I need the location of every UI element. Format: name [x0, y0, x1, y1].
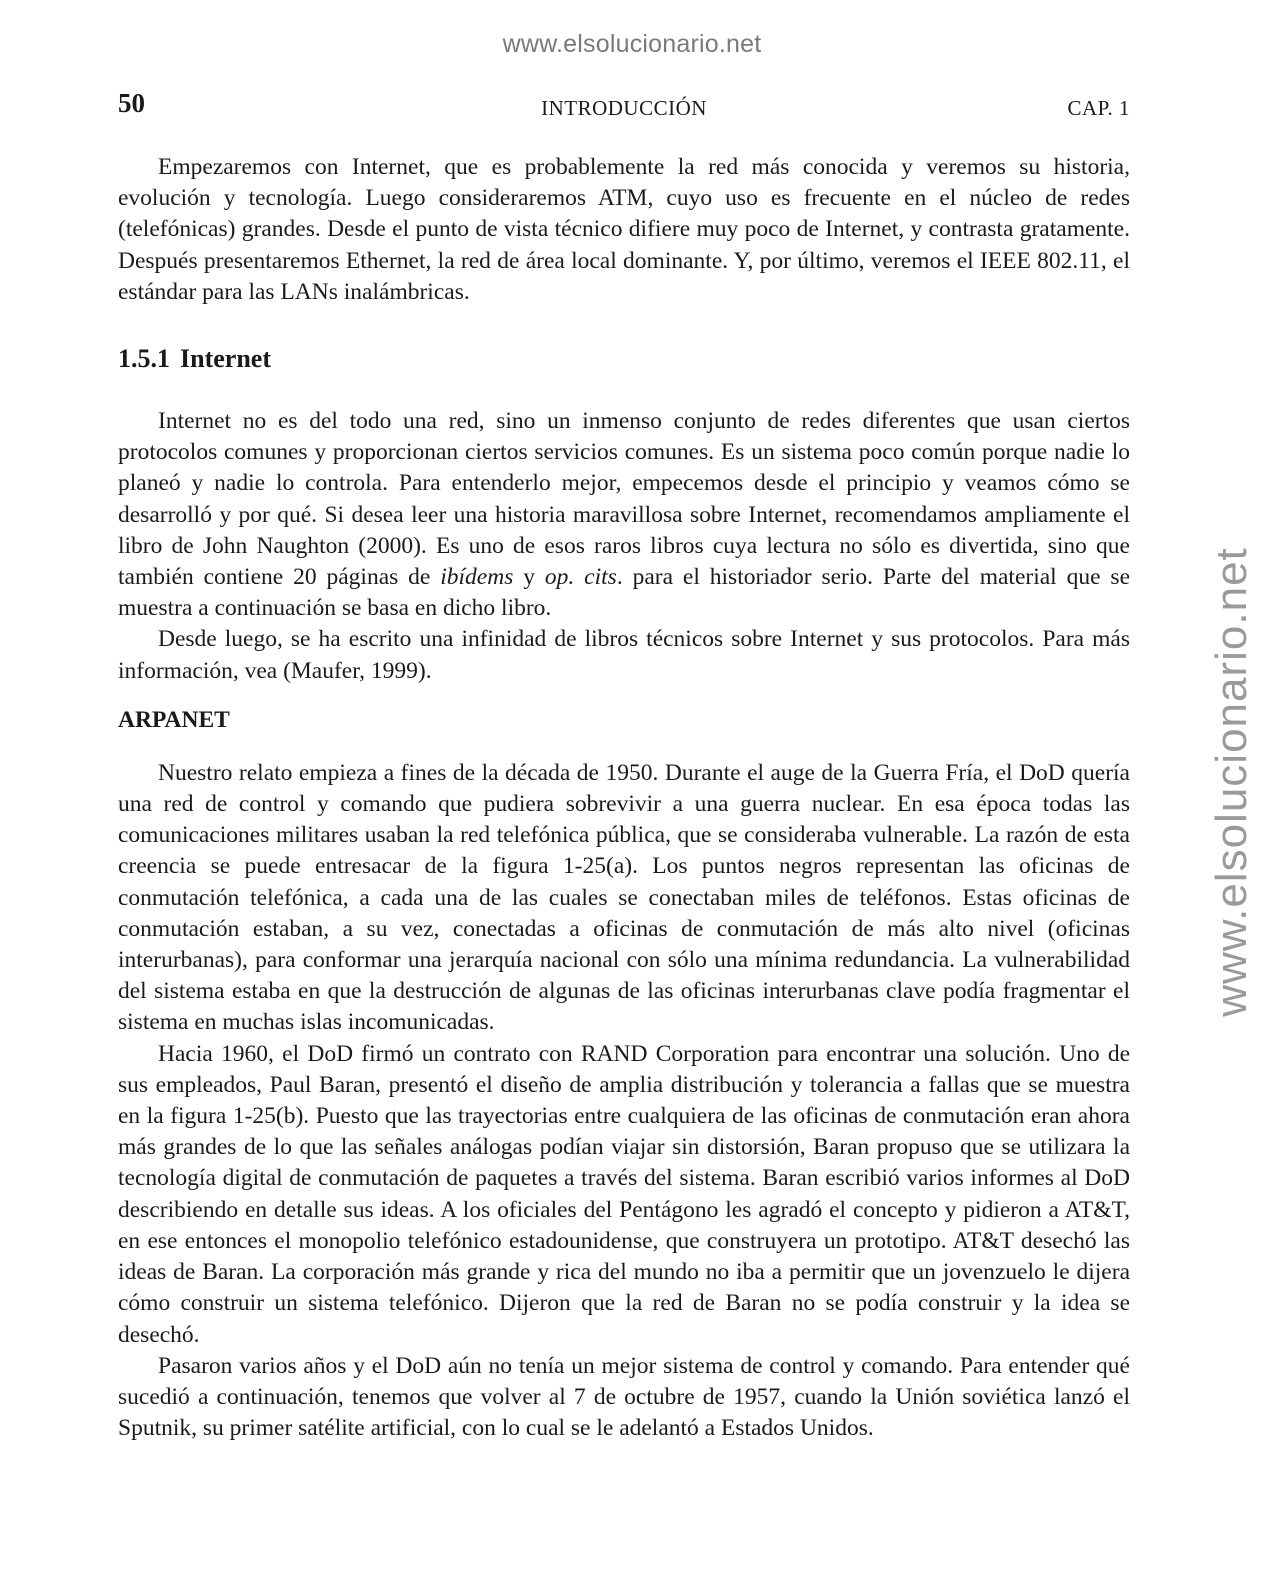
section-title: Internet [180, 344, 271, 374]
internet-p1-text-b: y [513, 564, 545, 591]
section-heading [118, 344, 1130, 374]
section-number: 1.5.1 [118, 344, 170, 374]
internet-p1-italic-opcits: op. cits [544, 564, 617, 591]
internet-paragraph-2: Desde luego, se ha escrito una infinidad de libros técnicos sobre Internet y sus protocolos. Para más información, vea (Maufer, 1999). [118, 626, 1130, 684]
subsection-heading: ARPANET [118, 706, 230, 733]
watermark-top: www.elsolucionario.net [502, 30, 762, 58]
intro-paragraph: Empezaremos con Internet, que es probablemente la red más conocida y veremos su historia, evolución y tecnología. Luego consideraremos ATM, cuyo uso es frecuente en el núcleo de redes (telefónicas) grandes. Desde el punto de vista técnico difiere muy poco de Internet, y contrasta gratamente. Después presentaremos Ethernet, la red de área local dominante. Y, por último, veremos el IEEE 802.11, el estándar para las LANs inalámbricas. [118, 154, 1130, 305]
internet-p1-text-c: . para el historiador serio. Parte del material que se muestra a continuación se basa en dicho libro. [118, 564, 1131, 622]
internet-p1-italic-ibidems: ibídems [440, 564, 514, 591]
watermark-side: www.elsolucionario.net [1207, 547, 1256, 1017]
chapter-label: CAP. 1 [1067, 96, 1130, 120]
arpanet-paragraph-1: Nuestro relato empieza a fines de la década de 1950. Durante el auge de la Guerra Fría, el DoD quería una red de control y comando que pudiera sobrevivir a una guerra nuclear. En esa época todas las comunicaciones militares usaban la red telefónica pública, que se consideraba vulnerable. La razón de esta creencia se puede entresacar de la figura 1-25(a). Los puntos negros representan las oficinas de conmutación telefónica, a cada una de las cuales se conectaban miles de teléfonos. Estas oficinas de conmutación estaban, a su vez, conectadas a oficinas de conmutación de más alto nivel (oficinas interurbanas), para conformar una jerarquía nacional con sólo una mínima redundancia. La vulnerabilidad del sistema estaba en que la destrucción de algunas de las oficinas interurbanas clave podía fragmentar el sistema en muchas islas incomunicadas. [118, 759, 1130, 1036]
internet-p1-text-a: Internet no es del todo una red, sino un inmenso conjunto de redes diferentes que usan ciertos protocolos comunes y proporcionan ciertos servicios comunes. Es un sistema poco común porque nadie lo planeó y nadie lo controla. Para entenderlo mejor, empecemos desde el principio y veamos cómo se desarrolló y por qué. Si desea leer una historia maravillosa sobre Internet, recomendamos ampliamente el libro de John Naughton (2000). Es uno de esos raros libros cuya lectura no sólo es divertida, sino que también contiene 20 páginas de [118, 408, 1130, 591]
arpanet-paragraph-3: Pasaron varios años y el DoD aún no tenía un mejor sistema de control y comando. Para entender qué sucedió a continuación, tenemos que volver al 7 de octubre de 1957, cuando la Unión soviética lanzó el Sputnik, su primer satélite artificial, con lo cual se le adelantó a Estados Unidos. [118, 1352, 1130, 1442]
running-head [118, 88, 1130, 124]
page-number: 50 [118, 88, 145, 118]
running-title: INTRODUCCIÓN [541, 96, 707, 120]
internet-paragraph-1 [118, 406, 1130, 624]
page-body [118, 152, 1130, 1444]
arpanet-paragraph-2: Hacia 1960, el DoD firmó un contrato con RAND Corporation para encontrar una solución. Uno de sus empleados, Paul Baran, presentó el diseño de amplia distribución y tolerancia a fallas que se muestra en la figura 1-25(b). Puesto que las trayectorias entre cualquiera de las oficinas de conmutación eran ahora más grandes de lo que las señales análogas podían viajar sin distorsión, Baran propuso que se utilizara la tecnología digital de conmutación de paquetes a través del sistema. Baran escribió varios informes al DoD describiendo en detalle sus ideas. A los oficiales del Pentágono les agradó el concepto y pidieron a AT&T, en ese entonces el monopolio telefónico estadounidense, que construyera un prototipo. AT&T desechó las ideas de Baran. La corporación más grande y rica del mundo no iba a permitir que un jovenzuelo le dijera cómo construir un sistema telefónico. Dijeron que la red de Baran no se podía construir y la idea se desechó. [118, 1040, 1130, 1348]
